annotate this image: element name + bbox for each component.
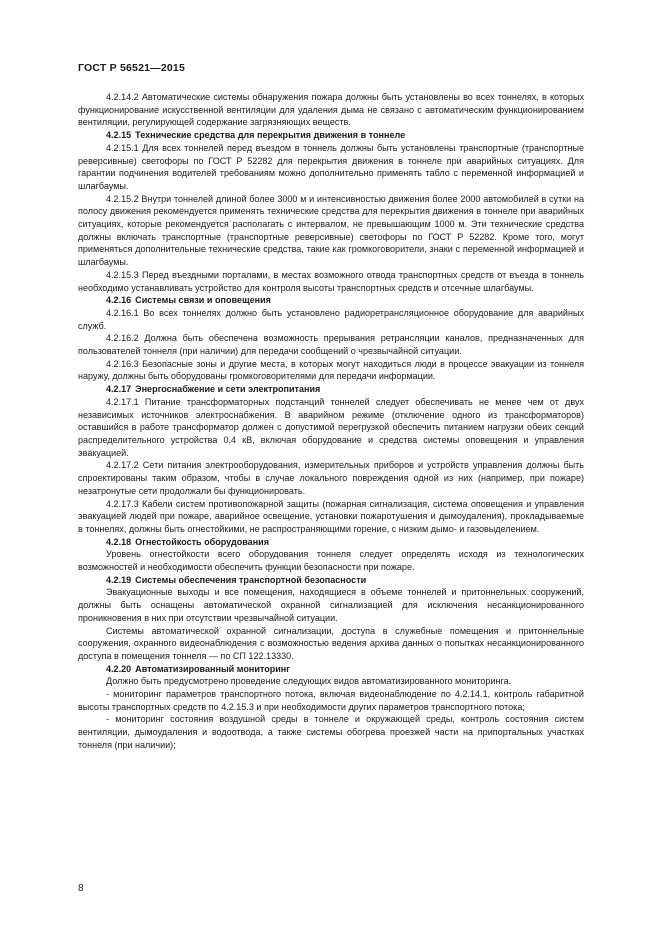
paragraph: 4.2.14.2 Автоматические системы обнаружения пожара должны быть установлены во всех тоннелях, в которых функционирование искусственной вентиляции для удаления дыма не связано с автоматическим функционированием вентиляции, регулирующей содержание загрязняющих веществ. (78, 92, 584, 128)
section-title: Системы обеспечения транспортной безопасности (135, 574, 367, 585)
paragraph: 4.2.15.3 Перед въездными порталами, в местах возможного отвода транспортных средств от въезда в тоннель необходимо устанавливать устройство для контроля высоты транспортных средств и отсечные шлагбаумы. (78, 269, 584, 293)
page-number: 8 (78, 883, 84, 894)
section-number: 4.2.15 (106, 130, 132, 141)
section-number: 4.2.19 (106, 574, 132, 585)
paragraph: 4.2.16.1 Во всех тоннелях должно быть установлено радиоретрансляционное оборудование для аварийных служб. (78, 307, 584, 331)
paragraph: - мониторинг параметров транспортного потока, включая видеонаблюдение по 4.2.14.1, контроль габаритной высоты транспортных средств по 4.2.15.3 и при необходимости других параметров транспортного потока; (78, 689, 584, 712)
paragraph: 4.2.15.2 Внутри тоннелей длиной более 3000 м и интенсивностью движения более 2000 автомобилей в сутки на полосу движения рекомендуется применять технические средства для перекрытия движения в тоннеле при аварийных ситуациях, которые рекомендуется располагать с интервалом, не превышающим 1000 м. Эти технические средства должны включать транспортные (транспортные реверсивные) светофоры по ГОСТ Р 52282. Кроме того, могут применяться дополнительные технические средства, такие как громкоговорители, знаки с переменной информацией и шлагбаумы. (78, 193, 584, 268)
paragraph: Эвакуационные выходы и все помещения, находящиеся в объеме тоннелей и притоннельных сооружений, должны быть оснащены автоматической охранной сигнализацией для исключения несанкционированного проникновения в них при отсутствии чрезвычайной ситуации. (78, 587, 584, 623)
section-heading (78, 129, 584, 142)
page-header-standard-number: ГОСТ Р 56521—2015 (78, 62, 186, 74)
section-number: 4.2.17 (106, 384, 132, 395)
paragraph: - мониторинг состояния воздушной среды в тоннеле и окружающей среды, контроль состояния систем вентиляции, дымоудаления и водоотвода, а также системы обогрева проезжей части на припортальных участках тоннеля (при наличии); (78, 714, 584, 750)
section-heading (78, 536, 584, 549)
paragraph: 4.2.16.3 Безопасные зоны и другие места, в которых могут находиться люди в процессе эвакуации из тоннеля наружу, должны быть оборудованы громкоговорителями для передачи информации. (78, 358, 584, 382)
section-title: Автоматизированный мониторинг (135, 663, 291, 674)
section-title: Энергоснабжение и сети электропитания (135, 384, 321, 395)
paragraph: Системы автоматической охранной сигнализации, доступа в служебные помещения и притоннельные сооружения, охранного видеонаблюдения с возможностью ведения архива данных о попытках несанкционированного доступа в помещения тоннеля — по СП 122.13330. (78, 625, 584, 661)
paragraph: Уровень огнестойкости всего оборудования тоннеля следует определять исходя из технологических возможностей и необходимости обеспечить функции безопасности при пожаре. (78, 549, 584, 573)
paragraph: 4.2.15.1 Для всех тоннелей перед въездом в тоннель должны быть установлены транспортные (транспортные реверсивные) светофоры по ГОСТ Р 52282 для перекрытия движения в тоннеле при аварийных ситуациях. Для гарантии подчинения водителей требованиям можно дополнительно применять табло с переменной информацией и шлагбаумы. (78, 142, 584, 191)
paragraph: 4.2.17.1 Питание трансформаторных подстанций тоннелей следует обеспечивать не менее чем от двух независимых источников электроснабжения. В аварийном режиме (отключение одного из трансформаторов) оставшийся в работе трансформатор должен с допустимой перегрузкой обеспечить питанием нагрузки обеих секций распределительного устройства 0,4 кВ, включая оборудование и средства системы оповещения и управления эвакуацией. (78, 396, 584, 458)
document-body (78, 91, 584, 752)
paragraph: 4.2.17.2 Сети питания электрооборудования, измерительных приборов и устройств управления должны быть спроектированы таким образом, чтобы в случае локального повреждения одной из них (например, при пожаре) незатронутые сети продолжали бы функционировать. (78, 460, 584, 496)
paragraph: 4.2.16.2 Должна быть обеспечена возможность прерывания ретрансляции каналов, предназначенных для пользователей тоннеля (при наличии) для передачи сообщений о чрезвычайной ситуации. (78, 333, 584, 357)
section-heading (78, 574, 584, 587)
section-heading (78, 383, 584, 396)
section-title: Технические средства для перекрытия движения в тоннеле (135, 130, 406, 141)
paragraph: 4.2.17.3 Кабели систем противопожарной защиты (пожарная сигнализация, система оповещения и управления эвакуацией людей при пожаре, аварийное освещение, установки пожаротушения и дымоудаления), прокладываемые в тоннелях, должны быть огнестойкими, не распространяющими горение, с низким дымо- и газовыделением. (78, 498, 584, 534)
section-number: 4.2.20 (106, 663, 132, 674)
paragraph: Должно быть предусмотрено проведение следующих видов автоматизированного мониторинга. (106, 676, 512, 687)
section-number: 4.2.16 (106, 295, 132, 306)
section-title: Огнестойкость оборудования (135, 536, 270, 547)
section-heading (78, 294, 584, 307)
section-number: 4.2.18 (106, 536, 132, 547)
section-heading (78, 663, 584, 676)
section-title: Системы связи и оповещения (135, 295, 271, 306)
